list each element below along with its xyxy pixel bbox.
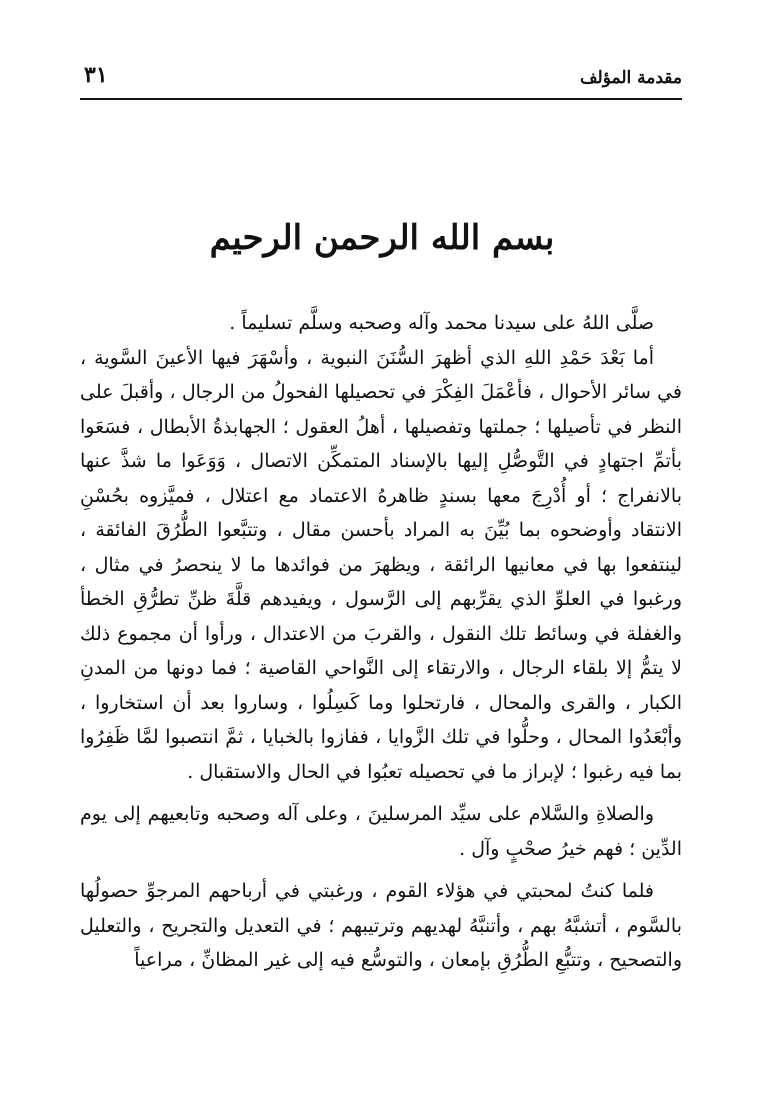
paragraph: والصلاةِ والسَّلام على سيِّد المرسلينَ ، وعلى آله وصحبه وتابعيهم إلى يوم الدِّين ؛ فهم خيرُ صحْبٍ وآل . (80, 803, 682, 860)
opening-salutation: صلَّى اللهُ على سيدنا محمد وآله وصحبه وسلَّم تسليماً . (229, 312, 654, 334)
running-header (80, 62, 682, 98)
paragraph: فلما كنتُ لمحبتي في هؤلاء القوم ، ورغبتي في أرباحهم المرجوِّ حصولُها بالسَّوم ، أتشبَّهُ بهم ، وأتنبَّهُ لهديهم وترتيبهم ؛ في التعديل والتجريح ، والتعليل والتصحيح ، وتتبُّعِ الطُّرُقِ بإمعان ، والتوسُّع فيه إلى غير المظانِّ ، مراعياً (80, 880, 682, 971)
paragraph: أما بَعْدَ حَمْدِ اللهِ الذي أظهرَ السُّنَنَ النبوية ، وأسْهَرَ فيها الأعينَ السَّوية ، في سائر الأحوال ، فأعْمَلَ الفِكْرَ في تحصيلها الفحولُ من الرجال ، وأقبلَ على النظر في تأصيلها ؛ جملتها وتفصيلها ، أهلُ العقول ؛ الجهابذةُ الأبطال ، فسَعَوا بأتمِّ اجتهادٍ في التَّوصُّلِ إليها بالإسناد المتمكِّن الاتصال ، وَوَعَوا ما شذَّ عنها بالانفراج ؛ أو أُدْرِجَ معها بسندٍ ظاهرهُ الاعتماد مع اعتلال ، فميَّزوه بحُسْنِ الانتقاد وأوضحوه بما بُيِّنَ به المراد بأحسن مقال ، وتتبَّعوا الطُّرُقَ الفائقة ، لينتفعوا بها في معانيها الرائقة ، ويظهرَ من فوائدها ما لا ينحصرُ في مثال ، ورغبوا في العلوِّ الذي يقرِّبهم إلى الرَّسول ، ويفيدهم قلَّةَ ظنِّ تطرُّقِ الخطأ والغفلة في وسائط تلك النقول ، والقربَ من الاعتدال ، ورأوا أن مجموع ذلك لا يتمُّ إلا بلقاء الرجال ، والارتقاء إلى النَّواحي القاصية ؛ فما دونها من المدنِ الكبار ، والقرى والمحال ، فارتحلوا وما كَسِلُوا ، وساروا بعد أن استخاروا ، وأبْعَدُوا المحال ، وحلُّوا في تلك الزَّوايا ، ففازوا بالخبايا ، ثمَّ انتصبوا لمَّا ظَفِرُوا بما فيه رغبوا ؛ لإبراز ما في تحصيله تعبُوا في الحال والاستقبال . (80, 346, 682, 783)
page-number: ٣١ (84, 62, 108, 88)
basmala-heading: بسم الله الرحمن الرحيم (209, 218, 555, 258)
header-divider (80, 98, 682, 100)
main-text (80, 306, 682, 978)
chapter-title: مقدمة المؤلف (579, 68, 682, 88)
